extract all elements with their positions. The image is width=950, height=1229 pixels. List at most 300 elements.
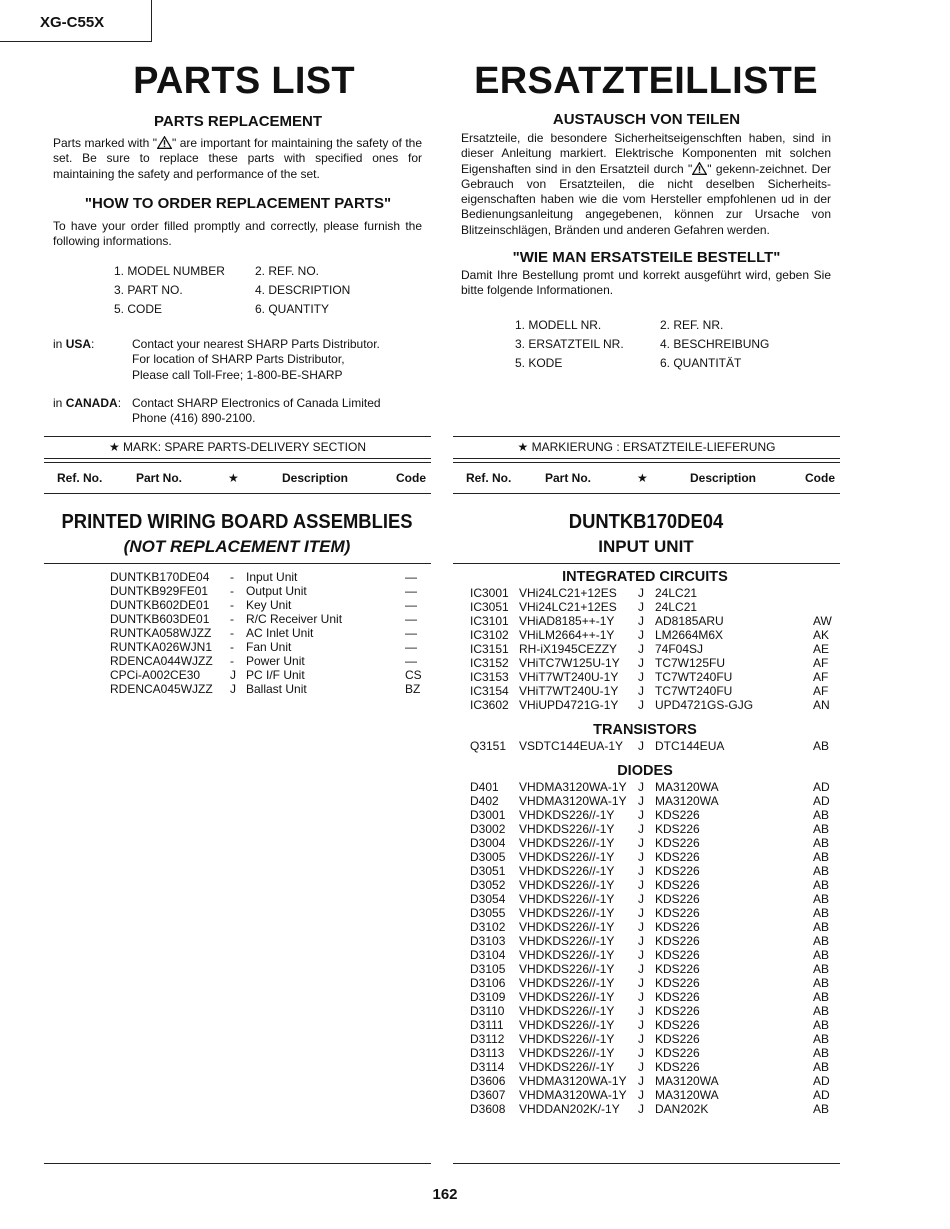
- cell-code: AB: [813, 1046, 830, 1060]
- table-row: [440, 1046, 850, 1060]
- cell-code: —: [405, 598, 417, 612]
- cell-star: -: [230, 640, 234, 654]
- cell-star: J: [638, 976, 644, 990]
- cell-star: -: [230, 584, 234, 598]
- cell-part-no: VHiAD8185++-1Y: [519, 614, 615, 628]
- cell-star: J: [638, 990, 644, 1004]
- cell-ref-no: D402: [470, 794, 499, 808]
- cell-ref-no: D3004: [470, 836, 506, 850]
- divider: [44, 1163, 431, 1164]
- cell-code: BZ: [405, 682, 421, 696]
- cell-part-no: VHDMA3120WA-1Y: [519, 1088, 627, 1102]
- divider: [44, 493, 431, 494]
- parts-replacement-heading: PARTS REPLACEMENT: [153, 113, 323, 130]
- cell-star: -: [230, 612, 234, 626]
- table-row: [440, 586, 850, 600]
- cell-star: J: [638, 1032, 644, 1046]
- table-row: [0, 598, 440, 612]
- table-row: [440, 698, 850, 712]
- cell-part-no: VHiUPD4721G-1Y: [519, 698, 619, 712]
- cell-code: AF: [813, 656, 829, 670]
- cell-ref-no: IC3102: [470, 628, 509, 642]
- cell-code: AB: [813, 836, 830, 850]
- divider: [453, 436, 840, 437]
- cell-star: J: [638, 808, 644, 822]
- cell-part-no: VHDKDS226//-1Y: [519, 962, 615, 976]
- cell-description: KDS226: [655, 948, 700, 962]
- divider: [453, 563, 840, 564]
- cell-code: AN: [813, 698, 830, 712]
- cell-star: J: [638, 934, 644, 948]
- order-item: 2. REF. NR.: [660, 318, 724, 332]
- table-row: [440, 1102, 850, 1116]
- cell-description: TC7W125FU: [655, 656, 726, 670]
- cell-code: AB: [813, 934, 830, 948]
- cell-part-no: VHDKDS226//-1Y: [519, 1046, 615, 1060]
- cell-star: J: [638, 878, 644, 892]
- cell-star: J: [638, 948, 644, 962]
- cell-code: AB: [813, 1102, 830, 1116]
- cell-description: Input Unit: [246, 570, 298, 584]
- cell-star: J: [638, 739, 644, 753]
- cell-description: MA3120WA: [655, 1088, 719, 1102]
- cell-ref-no: D3110: [470, 1004, 505, 1018]
- cell-description: KDS226: [655, 850, 700, 864]
- table-row: [440, 920, 850, 934]
- cell-description: KDS226: [655, 1018, 700, 1032]
- cell-part-no: VHi24LC21+12ES: [519, 586, 617, 600]
- cell-part-no: VHiTC7W125U-1Y: [519, 656, 620, 670]
- not-replacement-note: (NOT REPLACEMENT ITEM): [123, 537, 351, 556]
- cell-ref-no: D3113: [470, 1046, 505, 1060]
- canada-contact-label: in CANADA:: [53, 396, 122, 410]
- cell-code: AB: [813, 948, 830, 962]
- cell-ref-no: D3114: [470, 1060, 505, 1074]
- cell-code: AB: [813, 822, 830, 836]
- table-row: [440, 878, 850, 892]
- unit-name-title: INPUT UNIT: [598, 537, 694, 556]
- table-row: [440, 1032, 850, 1046]
- cell-star: J: [638, 920, 644, 934]
- cell-ref-no: D3111: [470, 1018, 504, 1032]
- cell-star: J: [638, 906, 644, 920]
- cell-part-no: VSDTC144EUA-1Y: [519, 739, 624, 753]
- cell-star: J: [638, 892, 644, 906]
- cell-description: KDS226: [655, 976, 700, 990]
- table-row: [0, 654, 440, 668]
- cell-description: Ballast Unit: [246, 682, 307, 696]
- cell-ref-no: IC3602: [470, 698, 509, 712]
- cell-part-no: VHiT7WT240U-1Y: [519, 684, 619, 698]
- cell-part-no: VHDKDS226//-1Y: [519, 850, 615, 864]
- table-row: [440, 1088, 850, 1102]
- cell-part-no: RUNTKA058WJZZ: [110, 626, 212, 640]
- cell-ref-no: D3109: [470, 990, 506, 1004]
- cell-ref-no: D3606: [470, 1074, 506, 1088]
- cell-ref-no: IC3151: [470, 642, 509, 656]
- cell-description: AD8185ARU: [655, 614, 724, 628]
- cell-description: MA3120WA: [655, 1074, 719, 1088]
- canada-contact-lines: [132, 396, 432, 427]
- table-row: [0, 640, 440, 654]
- cell-part-no: RH-iX1945CEZZY: [519, 642, 618, 656]
- cell-description: MA3120WA: [655, 780, 719, 794]
- cell-star: J: [638, 614, 644, 628]
- table-row: [440, 600, 850, 614]
- cell-star: J: [638, 1004, 644, 1018]
- cell-description: DAN202K: [655, 1102, 709, 1116]
- usa-contact-line: For location of SHARP Parts Distributor,: [132, 352, 345, 367]
- cell-star: -: [230, 626, 234, 640]
- cell-star: -: [230, 654, 234, 668]
- table-row: [440, 850, 850, 864]
- cell-code: —: [405, 626, 417, 640]
- cell-star: J: [638, 1046, 644, 1060]
- cell-description: KDS226: [655, 934, 700, 948]
- cell-star: J: [638, 642, 644, 656]
- table-row: [440, 1074, 850, 1088]
- cell-part-no: VHDKDS226//-1Y: [519, 976, 615, 990]
- cell-part-no: VHDKDS226//-1Y: [519, 1018, 615, 1032]
- cell-star: J: [230, 668, 236, 682]
- cell-description: KDS226: [655, 1004, 700, 1018]
- cell-code: —: [405, 612, 417, 626]
- cell-part-no: VHDKDS226//-1Y: [519, 920, 615, 934]
- table-row: [440, 948, 850, 962]
- cell-ref-no: D3002: [470, 822, 506, 836]
- cell-description: KDS226: [655, 920, 700, 934]
- divider: [453, 493, 840, 494]
- cell-ref-no: IC3101: [470, 614, 509, 628]
- cell-part-no: VHDMA3120WA-1Y: [519, 1074, 627, 1088]
- order-item: 6. QUANTITÄT: [660, 356, 742, 370]
- cell-star: J: [638, 1060, 644, 1074]
- order-item: 4. BESCHREIBUNG: [660, 337, 770, 351]
- cell-star: J: [230, 682, 236, 696]
- cell-code: —: [405, 570, 417, 584]
- cell-star: J: [638, 836, 644, 850]
- cell-description: PC I/F Unit: [246, 668, 305, 682]
- warning-triangle-icon: [157, 136, 172, 149]
- cell-description: MA3120WA: [655, 794, 719, 808]
- cell-star: J: [638, 864, 644, 878]
- cell-code: AK: [813, 628, 830, 642]
- cell-ref-no: D3105: [470, 962, 506, 976]
- cell-description: KDS226: [655, 836, 700, 850]
- table-row: [440, 990, 850, 1004]
- cell-description: KDS226: [655, 1032, 700, 1046]
- cell-ref-no: D3608: [470, 1102, 506, 1116]
- input-unit-parts: [440, 567, 850, 1116]
- cell-description: KDS226: [655, 990, 700, 1004]
- table-row: [440, 906, 850, 920]
- table-row: [440, 892, 850, 906]
- cell-star: J: [638, 586, 644, 600]
- cell-part-no: VHDKDS226//-1Y: [519, 892, 615, 906]
- cell-code: AW: [813, 614, 832, 628]
- cell-ref-no: D3102: [470, 920, 506, 934]
- table-row: [440, 976, 850, 990]
- cell-star: J: [638, 1074, 644, 1088]
- table-row: [440, 780, 850, 794]
- cell-code: AD: [813, 1088, 830, 1102]
- order-item: 3. ERSATZTEIL NR.: [515, 337, 624, 351]
- cell-ref-no: D3112: [470, 1032, 505, 1046]
- cell-code: AB: [813, 864, 830, 878]
- cell-ref-no: D3607: [470, 1088, 506, 1102]
- cell-code: —: [405, 640, 417, 654]
- table-row: [440, 656, 850, 670]
- cell-part-no: DUNTKB602DE01: [110, 598, 210, 612]
- divider: [453, 458, 840, 459]
- table-row: [440, 934, 850, 948]
- cell-code: AF: [813, 684, 829, 698]
- cell-description: KDS226: [655, 892, 700, 906]
- table-row: [440, 794, 850, 808]
- cell-part-no: VHDKDS226//-1Y: [519, 808, 615, 822]
- table-row: [0, 570, 440, 584]
- cell-ref-no: D3106: [470, 976, 506, 990]
- divider: [44, 563, 431, 564]
- cell-code: CS: [405, 668, 422, 682]
- cell-description: KDS226: [655, 878, 700, 892]
- cell-code: AB: [813, 892, 830, 906]
- wie-man-bestellt-text: Damit Ihre Bestellung promt und korrekt ausgeführt wird, geben Sie bitte folgende Informationen.: [461, 268, 831, 298]
- cell-ref-no: IC3001: [470, 586, 509, 600]
- cell-code: AD: [813, 794, 830, 808]
- cell-ref-no: Q3151: [470, 739, 507, 753]
- cell-description: Key Unit: [246, 598, 292, 612]
- cell-part-no: VHDKDS226//-1Y: [519, 906, 615, 920]
- usa-contact-line: Please call Toll-Free; 1-800-BE-SHARP: [132, 367, 343, 382]
- cell-description: KDS226: [655, 962, 700, 976]
- category-heading: TRANSISTORS: [593, 722, 697, 738]
- cell-star: J: [638, 850, 644, 864]
- cell-code: —: [405, 654, 417, 668]
- how-to-order-heading: "HOW TO ORDER REPLACEMENT PARTS": [84, 195, 392, 212]
- cell-part-no: VHiLM2664++-1Y: [519, 628, 615, 642]
- cell-part-no: VHDKDS226//-1Y: [519, 1004, 615, 1018]
- table-row: [440, 628, 850, 642]
- cell-part-no: VHi24LC21+12ES: [519, 600, 617, 614]
- cell-part-no: VHDKDS226//-1Y: [519, 934, 615, 948]
- cell-star: J: [638, 698, 644, 712]
- category-heading: DIODES: [617, 763, 673, 779]
- table-row: [0, 584, 440, 598]
- cell-star: -: [230, 598, 234, 612]
- col-ref-no: Ref. No.: [466, 471, 512, 485]
- cell-ref-no: D3051: [470, 864, 506, 878]
- cell-code: AB: [813, 990, 830, 1004]
- table-row: [440, 739, 850, 753]
- cell-code: AB: [813, 1032, 830, 1046]
- col-code: Code: [396, 471, 426, 485]
- usa-contact-lines: [132, 337, 432, 383]
- canada-contact-line: Contact SHARP Electronics of Canada Limited: [132, 396, 381, 410]
- cell-star: J: [638, 794, 644, 808]
- table-row: [440, 1018, 850, 1032]
- cell-description: Power Unit: [246, 654, 305, 668]
- cell-part-no: VHDKDS226//-1Y: [519, 1060, 615, 1074]
- cell-description: KDS226: [655, 822, 700, 836]
- cell-star: J: [638, 600, 644, 614]
- parts-list-title: PARTS LIST: [133, 60, 355, 102]
- cell-part-no: VHDDAN202K/-1Y: [519, 1102, 620, 1116]
- cell-code: AB: [813, 920, 830, 934]
- cell-ref-no: IC3152: [470, 656, 509, 670]
- cell-part-no: VHDMA3120WA-1Y: [519, 780, 627, 794]
- cell-ref-no: D3005: [470, 850, 506, 864]
- cell-code: AB: [813, 1018, 830, 1032]
- cell-code: AB: [813, 808, 830, 822]
- canada-contact-line: Phone (416) 890-2100.: [132, 411, 256, 426]
- model-label: XG-C55X: [0, 0, 152, 42]
- cell-description: TC7WT240FU: [655, 684, 733, 698]
- cell-description: Output Unit: [246, 584, 307, 598]
- order-item: 6. QUANTITY: [255, 302, 330, 316]
- cell-code: AB: [813, 878, 830, 892]
- wie-man-bestellt-heading: "WIE MAN ERSATSTEILE BESTELLT": [512, 249, 781, 266]
- order-item: 2. REF. NO.: [255, 264, 320, 278]
- how-to-order-text: To have your order filled promptly and correctly, please furnish the following informations.: [53, 219, 422, 249]
- cell-description: 74F04SJ: [655, 642, 704, 656]
- col-description: Description: [690, 471, 757, 485]
- table-row: [0, 612, 440, 626]
- divider: [453, 1163, 840, 1164]
- cell-star: J: [638, 780, 644, 794]
- cell-part-no: CPCi-A002CE30: [110, 668, 201, 682]
- cell-description: KDS226: [655, 864, 700, 878]
- cell-star: J: [638, 684, 644, 698]
- ersatzteilliste-title: ERSATZTEILLISTE: [474, 60, 818, 102]
- cell-description: KDS226: [655, 808, 700, 822]
- cell-ref-no: D3052: [470, 878, 506, 892]
- order-item: 5. KODE: [515, 356, 563, 370]
- cell-description: 24LC21: [655, 600, 698, 614]
- cell-description: DTC144EUA: [655, 739, 725, 753]
- cell-part-no: RDENCA045WJZZ: [110, 682, 213, 696]
- pwb-assemblies-list: [0, 570, 440, 696]
- austausch-text-part1: Ersatzteile, die besondere Sicherheitseigenschften haben, sind in dieser Anleitung markiert. Elektrische Komponenten mit solchen Eigenshaften sind in den Ersatzteil durch ": [461, 131, 831, 176]
- cell-code: AE: [813, 642, 830, 656]
- divider: [453, 462, 840, 463]
- warning-triangle-icon: [692, 162, 707, 175]
- col-description: Description: [282, 471, 349, 485]
- cell-part-no: DUNTKB929FE01: [110, 584, 209, 598]
- cell-ref-no: IC3154: [470, 684, 509, 698]
- cell-code: AB: [813, 1004, 830, 1018]
- cell-star: J: [638, 822, 644, 836]
- cell-part-no: DUNTKB603DE01: [110, 612, 210, 626]
- cell-part-no: RDENCA044WJZZ: [110, 654, 213, 668]
- cell-code: AB: [813, 962, 830, 976]
- cell-ref-no: D3104: [470, 948, 506, 962]
- table-row: [440, 822, 850, 836]
- cell-part-no: VHiT7WT240U-1Y: [519, 670, 619, 684]
- cell-description: UPD4721GS-GJG: [655, 698, 754, 712]
- order-item: 5. CODE: [114, 302, 163, 316]
- category-rows: [440, 739, 850, 753]
- table-row: [440, 864, 850, 878]
- cell-description: Fan Unit: [246, 640, 292, 654]
- parts-replacement-text: [53, 136, 422, 182]
- category-heading: INTEGRATED CIRCUITS: [562, 569, 728, 585]
- table-row: [440, 670, 850, 684]
- usa-contact-line: Contact your nearest SHARP Parts Distributor.: [132, 337, 380, 351]
- cell-part-no: VHDKDS226//-1Y: [519, 878, 615, 892]
- cell-part-no: VHDKDS226//-1Y: [519, 1032, 615, 1046]
- cell-code: AF: [813, 670, 829, 684]
- col-star: ★: [228, 471, 239, 485]
- table-row: [0, 626, 440, 640]
- divider: [44, 436, 431, 437]
- replacement-text-part1: Parts marked with ": [53, 136, 157, 150]
- cell-description: KDS226: [655, 906, 700, 920]
- order-item: 1. MODEL NUMBER: [114, 264, 225, 278]
- cell-star: -: [230, 570, 234, 584]
- cell-part-no: VHDKDS226//-1Y: [519, 836, 615, 850]
- cell-code: AB: [813, 1060, 830, 1074]
- cell-ref-no: IC3153: [470, 670, 509, 684]
- col-part-no: Part No.: [136, 471, 183, 485]
- divider: [44, 458, 431, 459]
- table-row: [0, 682, 440, 696]
- cell-code: AB: [813, 906, 830, 920]
- cell-ref-no: D3103: [470, 934, 506, 948]
- cell-description: 24LC21: [655, 586, 698, 600]
- cell-star: J: [638, 1088, 644, 1102]
- cell-description: KDS226: [655, 1060, 700, 1074]
- cell-description: AC Inlet Unit: [246, 626, 314, 640]
- cell-description: KDS226: [655, 1046, 700, 1060]
- markierung-legend: ★ MARKIERUNG : ERSATZTEILE-LIEFERUNG: [517, 440, 776, 454]
- austausch-text: [461, 131, 831, 238]
- pwb-assemblies-title: PRINTED WIRING BOARD ASSEMBLIES: [61, 511, 413, 533]
- cell-star: J: [638, 1102, 644, 1116]
- cell-ref-no: D3054: [470, 892, 506, 906]
- table-row: [440, 962, 850, 976]
- cell-code: AB: [813, 976, 830, 990]
- order-item: 4. DESCRIPTION: [255, 283, 351, 297]
- page-number: 162: [432, 1186, 458, 1203]
- cell-ref-no: D3055: [470, 906, 506, 920]
- cell-ref-no: D3001: [470, 808, 506, 822]
- cell-part-no: RUNTKA026WJN1: [110, 640, 213, 654]
- cell-description: LM2664M6X: [655, 628, 724, 642]
- cell-star: J: [638, 962, 644, 976]
- table-row: [440, 1004, 850, 1018]
- unit-code-title: DUNTKB170DE04: [568, 511, 724, 533]
- col-star: ★: [637, 471, 648, 485]
- cell-star: J: [638, 1018, 644, 1032]
- category-rows: [440, 780, 850, 1116]
- cell-part-no: VHDMA3120WA-1Y: [519, 794, 627, 808]
- divider: [44, 462, 431, 463]
- cell-star: J: [638, 656, 644, 670]
- cell-part-no: VHDKDS226//-1Y: [519, 948, 615, 962]
- replacement-text-part2: " are important for maintaining the safety of the set. Be sure to replace these parts with specified ones for maintaining the safety and performance of the set.: [53, 136, 422, 181]
- order-item: 1. MODELL NR.: [515, 318, 602, 332]
- cell-part-no: VHDKDS226//-1Y: [519, 990, 615, 1004]
- cell-star: J: [638, 670, 644, 684]
- col-ref-no: Ref. No.: [57, 471, 103, 485]
- cell-code: AD: [813, 1074, 830, 1088]
- cell-part-no: DUNTKB170DE04: [110, 570, 210, 584]
- spare-parts-mark-legend: ★ MARK: SPARE PARTS-DELIVERY SECTION: [108, 440, 367, 454]
- table-row: [0, 668, 440, 682]
- cell-code: —: [405, 584, 417, 598]
- table-row: [440, 684, 850, 698]
